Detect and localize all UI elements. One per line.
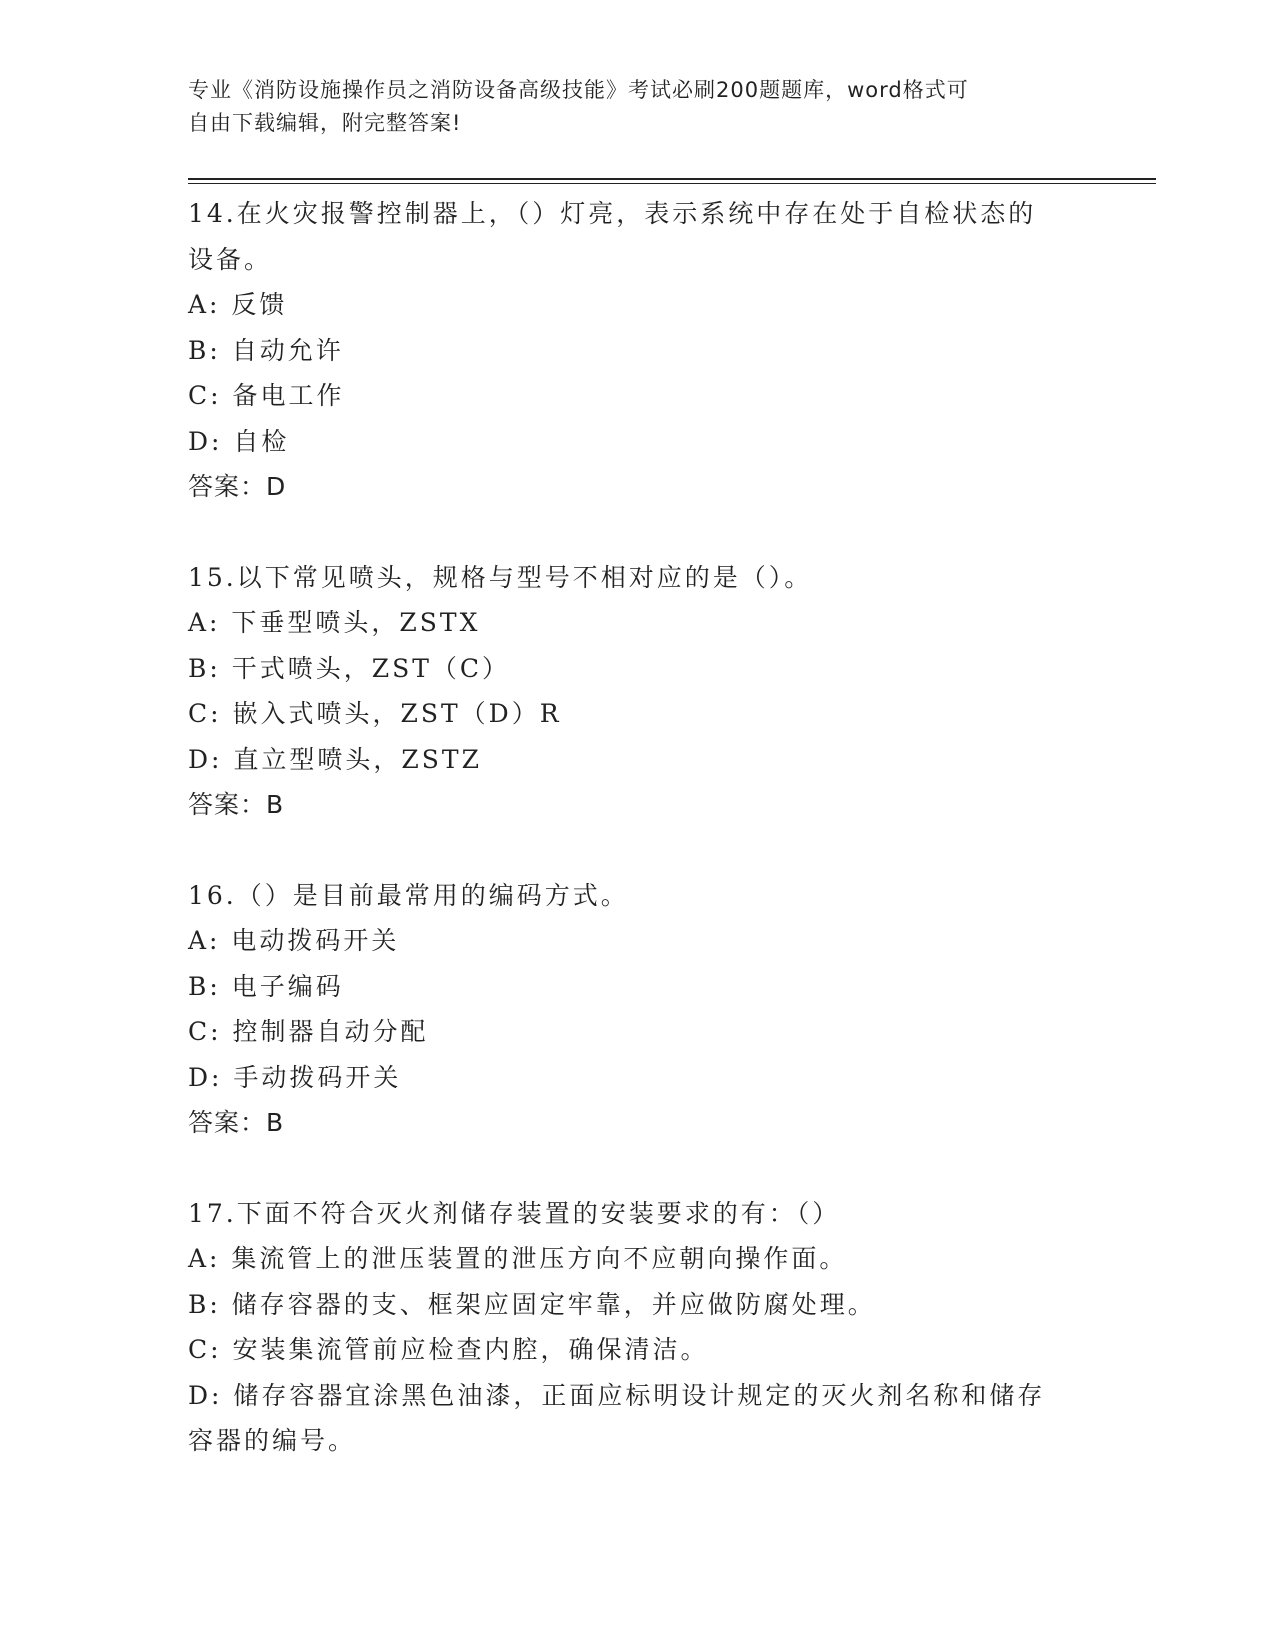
option-a: A: 集流管上的泄压装置的泄压方向不应朝向操作面。 <box>188 1244 848 1273</box>
question-stem: 16.（）是目前最常用的编码方式。 <box>188 880 629 910</box>
question-stem: 17.下面不符合灭火剂储存装置的安装要求的有：（） <box>188 1198 841 1228</box>
question-16 <box>188 873 1088 1146</box>
question-17 <box>188 1191 1088 1464</box>
option-d: D: 手动拨码开关 <box>188 1062 402 1092</box>
question-stem-continued: 设备。 <box>188 244 273 274</box>
question-stem: 15.以下常见喷头，规格与型号不相对应的是（）。 <box>188 562 813 592</box>
question-stem: 14.在火灾报警控制器上，（）灯亮，表示系统中存在处于自检状态的 <box>188 199 1037 228</box>
option-c: C: 安装集流管前应检查内腔，确保清洁。 <box>188 1335 709 1364</box>
option-b: B: 电子编码 <box>188 971 344 1001</box>
question-14 <box>188 191 1088 510</box>
option-c: C: 备电工作 <box>188 381 345 410</box>
option-d-continued: 容器的编号。 <box>188 1426 357 1455</box>
header-line-1: 专业《消防设施操作员之消防设备高级技能》考试必刷200题题库，word格式可 <box>188 78 969 102</box>
option-a: A: 电动拨码开关 <box>188 926 400 955</box>
option-b: B: 干式喷头，ZST（C） <box>188 653 511 683</box>
option-a: A: 反馈 <box>188 290 288 319</box>
option-b: B: 自动允许 <box>188 335 344 365</box>
answer: 答案：B <box>188 1108 285 1137</box>
answer: 答案：D <box>188 472 287 501</box>
header-divider-thin <box>188 183 1156 184</box>
question-list <box>188 191 1088 1464</box>
header-divider <box>188 178 1156 180</box>
option-d: D: 直立型喷头，ZSTZ <box>188 744 482 774</box>
header-line-2: 自由下载编辑，附完整答案! <box>188 111 462 135</box>
option-c: C: 控制器自动分配 <box>188 1017 429 1046</box>
document-header <box>188 74 1068 140</box>
option-c: C: 嵌入式喷头，ZST（D）R <box>188 699 562 728</box>
option-d: D: 自检 <box>188 426 290 456</box>
answer: 答案：B <box>188 790 285 819</box>
question-15 <box>188 555 1088 828</box>
option-b: B: 储存容器的支、框架应固定牢靠，并应做防腐处理。 <box>188 1289 876 1319</box>
option-a: A: 下垂型喷头，ZSTX <box>188 608 481 637</box>
option-d: D: 储存容器宜涂黑色油漆，正面应标明设计规定的灭火剂名称和储存 <box>188 1380 1046 1410</box>
